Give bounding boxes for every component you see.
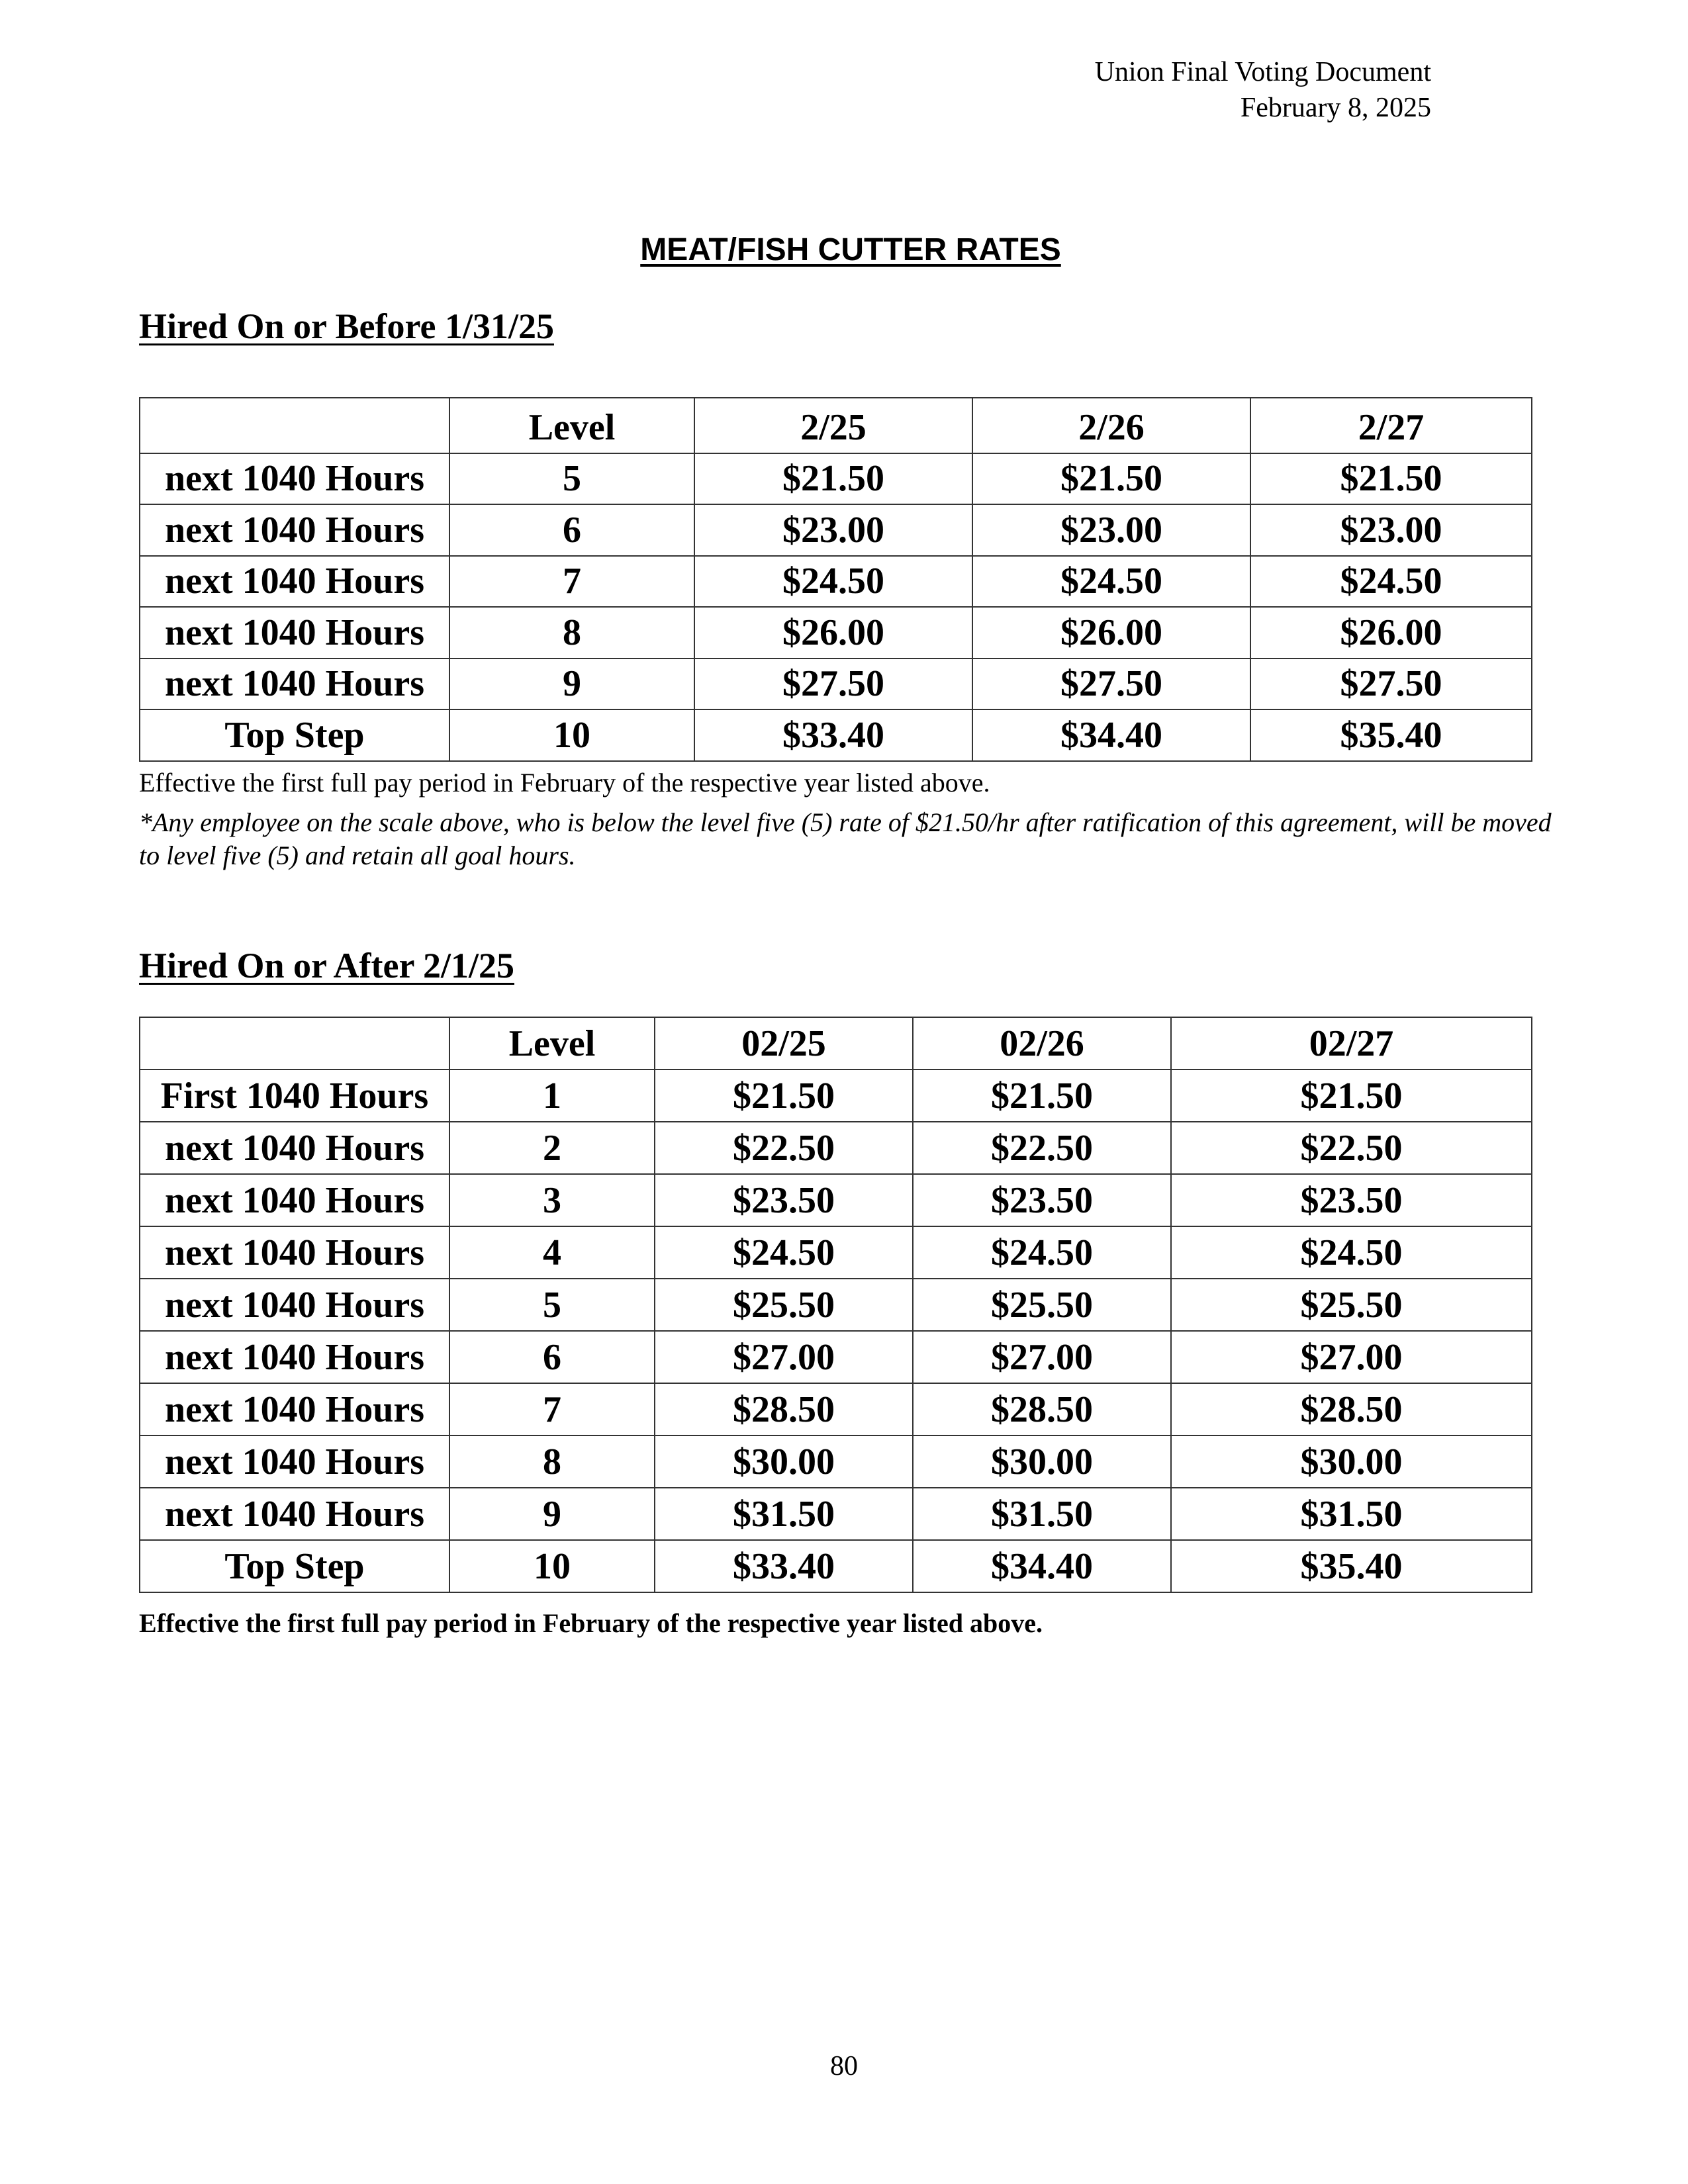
rate-cell: $27.50	[972, 659, 1250, 710]
hours-cell: Top Step	[140, 1540, 449, 1592]
level-cell: 5	[449, 453, 694, 505]
header-cell: 2/25	[694, 398, 972, 453]
table-header-row	[140, 398, 1532, 453]
hours-cell: Top Step	[140, 709, 449, 761]
rate-cell: $22.50	[655, 1122, 913, 1174]
hours-cell: next 1040 Hours	[140, 556, 449, 608]
header-cell-blank	[140, 398, 449, 453]
level-cell: 7	[449, 1383, 655, 1435]
rate-cell: $23.00	[972, 504, 1250, 556]
table-row	[140, 1226, 1532, 1279]
effective-note-after: Effective the first full pay period in February of the respective year listed above.	[139, 1608, 1043, 1638]
rate-table-after	[139, 1017, 1532, 1593]
table-row	[140, 709, 1532, 761]
rate-cell: $21.50	[972, 453, 1250, 505]
rate-cell: $33.40	[655, 1540, 913, 1592]
level-cell: 8	[449, 607, 694, 659]
table-row	[140, 1122, 1532, 1174]
rate-cell: $24.50	[1250, 556, 1532, 608]
rate-cell: $26.00	[972, 607, 1250, 659]
level-cell: 10	[449, 709, 694, 761]
header-cell: Level	[449, 1017, 655, 1069]
table-row	[140, 453, 1532, 505]
rate-cell: $23.50	[655, 1174, 913, 1226]
header-cell: 02/25	[655, 1017, 913, 1069]
header-cell: 2/27	[1250, 398, 1532, 453]
table-row	[140, 1383, 1532, 1435]
rate-cell: $28.50	[655, 1383, 913, 1435]
rate-cell: $23.50	[1171, 1174, 1532, 1226]
effective-note-before: Effective the first full pay period in February of the respective year listed above.	[139, 768, 990, 797]
table-row	[140, 1069, 1532, 1122]
header-cell: 02/27	[1171, 1017, 1532, 1069]
rate-cell: $30.00	[1171, 1435, 1532, 1488]
level-cell: 10	[449, 1540, 655, 1592]
rate-cell: $31.50	[655, 1488, 913, 1540]
rate-cell: $24.50	[913, 1226, 1171, 1279]
rate-cell: $34.40	[913, 1540, 1171, 1592]
rate-cell: $27.00	[913, 1331, 1171, 1383]
table-header-row	[140, 1017, 1532, 1069]
rate-cell: $27.00	[655, 1331, 913, 1383]
table-row	[140, 504, 1532, 556]
rate-cell: $23.00	[1250, 504, 1532, 556]
table-row	[140, 607, 1532, 659]
hours-cell: next 1040 Hours	[140, 659, 449, 710]
hours-cell: next 1040 Hours	[140, 1435, 449, 1488]
table-row	[140, 1488, 1532, 1540]
rate-cell: $23.50	[913, 1174, 1171, 1226]
rate-cell: $25.50	[1171, 1279, 1532, 1331]
hours-cell: next 1040 Hours	[140, 1122, 449, 1174]
level-cell: 3	[449, 1174, 655, 1226]
rate-cell: $28.50	[913, 1383, 1171, 1435]
level-cell: 9	[449, 659, 694, 710]
level-cell: 7	[449, 556, 694, 608]
level-cell: 6	[449, 504, 694, 556]
page-title: MEAT/FISH CUTTER RATES	[640, 232, 1061, 267]
document-header	[1095, 54, 1431, 126]
rate-cell: $31.50	[1171, 1488, 1532, 1540]
rate-cell: $21.50	[913, 1069, 1171, 1122]
section-heading-after: Hired On or After 2/1/25	[139, 946, 514, 985]
rate-cell: $27.50	[1250, 659, 1532, 710]
level-cell: 8	[449, 1435, 655, 1488]
rate-cell: $31.50	[913, 1488, 1171, 1540]
rate-table-before	[139, 397, 1532, 762]
table-row	[140, 659, 1532, 710]
table-row	[140, 1174, 1532, 1226]
rate-cell: $28.50	[1171, 1383, 1532, 1435]
rate-cell: $22.50	[1171, 1122, 1532, 1174]
rate-cell: $24.50	[1171, 1226, 1532, 1279]
header-date: February 8, 2025	[1240, 93, 1431, 123]
hours-cell: First 1040 Hours	[140, 1069, 449, 1122]
level-cell: 2	[449, 1122, 655, 1174]
table-row	[140, 1435, 1532, 1488]
rate-cell: $27.50	[694, 659, 972, 710]
header-cell: 2/26	[972, 398, 1250, 453]
hours-cell: next 1040 Hours	[140, 1174, 449, 1226]
rate-cell: $30.00	[655, 1435, 913, 1488]
hours-cell: next 1040 Hours	[140, 1488, 449, 1540]
level-cell: 4	[449, 1226, 655, 1279]
hours-cell: next 1040 Hours	[140, 1383, 449, 1435]
rate-cell: $34.40	[972, 709, 1250, 761]
header-cell: 02/26	[913, 1017, 1171, 1069]
rate-cell: $24.50	[972, 556, 1250, 608]
rate-cell: $24.50	[694, 556, 972, 608]
rate-cell: $21.50	[655, 1069, 913, 1122]
table-row	[140, 1279, 1532, 1331]
rate-cell: $25.50	[913, 1279, 1171, 1331]
level-cell: 6	[449, 1331, 655, 1383]
hours-cell: next 1040 Hours	[140, 607, 449, 659]
table-row	[140, 556, 1532, 608]
header-cell-blank	[140, 1017, 449, 1069]
rate-cell: $35.40	[1171, 1540, 1532, 1592]
page-number: 80	[830, 2051, 858, 2081]
hours-cell: next 1040 Hours	[140, 504, 449, 556]
rate-cell: $25.50	[655, 1279, 913, 1331]
rate-cell: $21.50	[694, 453, 972, 505]
rate-cell: $35.40	[1250, 709, 1532, 761]
rate-cell: $26.00	[694, 607, 972, 659]
hours-cell: next 1040 Hours	[140, 453, 449, 505]
table-row	[140, 1331, 1532, 1383]
rate-cell: $24.50	[655, 1226, 913, 1279]
rate-cell: $23.00	[694, 504, 972, 556]
ratification-note: *Any employee on the scale above, who is below the level five (5) rate of $21.50/hr after ratification of this agreement, will be moved to level five (5) and retain all goal hours.	[139, 807, 1552, 870]
rate-cell: $33.40	[694, 709, 972, 761]
header-document-name: Union Final Voting Document	[1094, 57, 1431, 87]
rate-cell: $27.00	[1171, 1331, 1532, 1383]
section-heading-before: Hired On or Before 1/31/25	[139, 306, 554, 346]
hours-cell: next 1040 Hours	[140, 1279, 449, 1331]
level-cell: 5	[449, 1279, 655, 1331]
header-cell: Level	[449, 398, 694, 453]
rate-cell: $30.00	[913, 1435, 1171, 1488]
rate-cell: $26.00	[1250, 607, 1532, 659]
rate-cell: $21.50	[1171, 1069, 1532, 1122]
hours-cell: next 1040 Hours	[140, 1331, 449, 1383]
rate-cell: $22.50	[913, 1122, 1171, 1174]
rate-cell: $21.50	[1250, 453, 1532, 505]
level-cell: 1	[449, 1069, 655, 1122]
table-row	[140, 1540, 1532, 1592]
level-cell: 9	[449, 1488, 655, 1540]
hours-cell: next 1040 Hours	[140, 1226, 449, 1279]
